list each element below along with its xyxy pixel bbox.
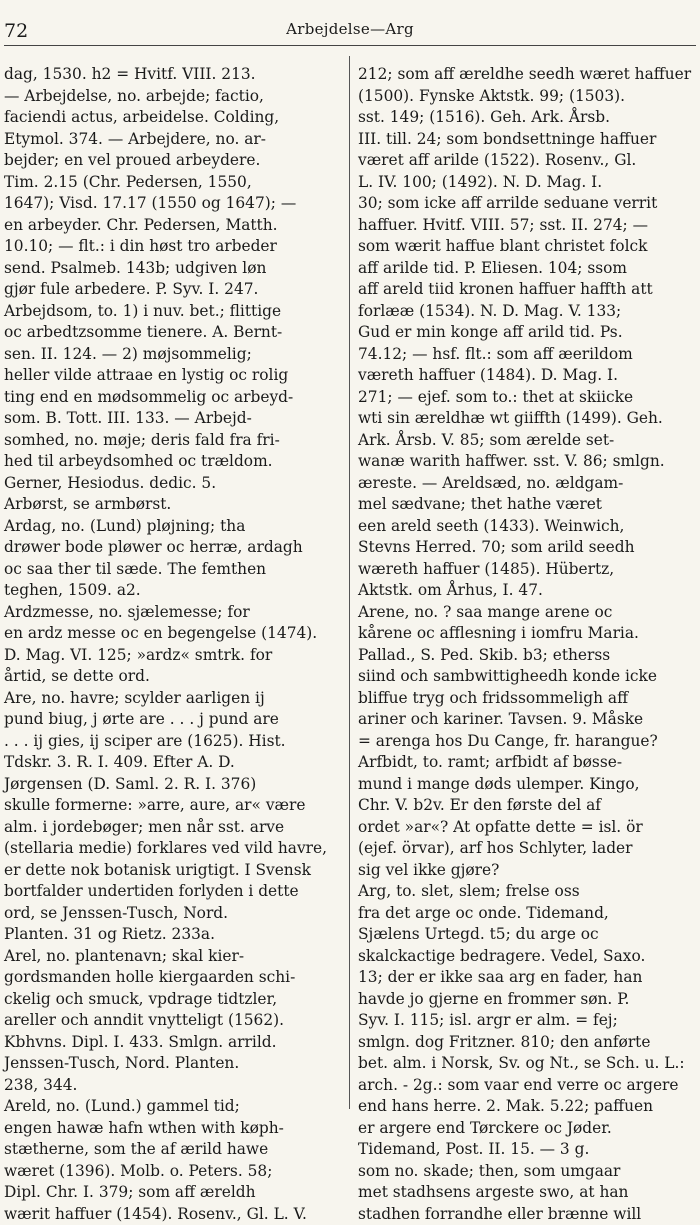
text-line: ting end en mødsommelig oc arbeyd- — [4, 387, 344, 409]
text-line: stætherne, som the af ærild hawe — [4, 1139, 344, 1161]
text-line: siind och sambwittigheedh konde icke — [358, 666, 696, 688]
text-line: er argere end Tørckere oc Jøder. — [358, 1118, 696, 1140]
text-line: Aktstk. om Århus, I. 47. — [358, 580, 696, 602]
text-line: D. Mag. VI. 125; »ardz« smtrk. for — [4, 645, 344, 667]
text-line: areller och anndit vnytteligt (1562). — [4, 1010, 344, 1032]
text-line: er dette nok botanisk urigtigt. I Svensk — [4, 860, 344, 882]
text-line: havde jo gjerne en frommer søn. P. — [358, 989, 696, 1011]
left-column — [4, 64, 344, 1111]
text-line: ckelig och smuck, vpdrage tidtzler, — [4, 989, 344, 1011]
text-line: arch. - 2g.: som vaar end verre oc argere — [358, 1075, 696, 1097]
text-line: pund biug, j ørte are . . . j pund are — [4, 709, 344, 731]
page-number: 72 — [4, 20, 28, 42]
text-line: skalckactige bedragere. Vedel, Saxo. — [358, 946, 696, 968]
text-line: ord, se Jenssen-Tusch, Nord. — [4, 903, 344, 925]
text-line: somhed, no. møje; deris fald fra fri- — [4, 430, 344, 452]
text-line: wti sin æreldhæ wt giiffth (1499). Geh. — [358, 408, 696, 430]
text-line: gjør fule arbedere. P. Syv. I. 247. — [4, 279, 344, 301]
text-line: L. IV. 100; (1492). N. D. Mag. I. — [358, 172, 696, 194]
text-line: Arfbidt, to. ramt; arfbidt af bøsse- — [358, 752, 696, 774]
text-line: . . . ij gies, ij sciper are (1625). Hist. — [4, 731, 344, 753]
text-line: sst. 149; (1516). Geh. Ark. Årsb. — [358, 107, 696, 129]
text-line: met stadhsens argeste swo, at han — [358, 1182, 696, 1204]
text-line: haffuer. Hvitf. VIII. 57; sst. II. 274; — — [358, 215, 696, 237]
text-line: æreste. — Areldsæd, no. ældgam- — [358, 473, 696, 495]
text-line: wærit haffuer (1454). Rosenv., Gl. L. V. — [4, 1204, 344, 1225]
text-line: Syv. I. 115; isl. argr er alm. = fej; — [358, 1010, 696, 1032]
text-line: Ardzmesse, no. sjælemesse; for — [4, 602, 344, 624]
text-line: send. Psalmeb. 143b; udgiven løn — [4, 258, 344, 280]
text-line: Kbhvns. Dipl. I. 433. Smlgn. arrild. — [4, 1032, 344, 1054]
text-line: sen. II. 124. — 2) møjsommelig; — [4, 344, 344, 366]
text-line: ariner och kariner. Tavsen. 9. Måske — [358, 709, 696, 731]
text-line: Arene, no. ? saa mange arene oc — [358, 602, 696, 624]
text-line: faciendi actus, arbeidelse. Colding, — [4, 107, 344, 129]
text-line: Jørgensen (D. Saml. 2. R. I. 376) — [4, 774, 344, 796]
text-line: Stevns Herred. 70; som arild seedh — [358, 537, 696, 559]
text-line: væreth haffuer (1484). D. Mag. I. — [358, 365, 696, 387]
text-line: Arg, to. slet, slem; frelse oss — [358, 881, 696, 903]
text-line: aff arilde tid. P. Eliesen. 104; ssom — [358, 258, 696, 280]
text-line: 1647); Visd. 17.17 (1550 og 1647); — — [4, 193, 344, 215]
text-line: engen hawæ hafn wthen with køph- — [4, 1118, 344, 1140]
text-line: een areld seeth (1433). Weinwich, — [358, 516, 696, 538]
text-line: 271; — ejef. som to.: thet at skiicke — [358, 387, 696, 409]
text-line: (ejef. örvar), arf hos Schlyter, lader — [358, 838, 696, 860]
text-line: Sjælens Urtegd. t5; du arge oc — [358, 924, 696, 946]
text-line: 74.12; — hsf. flt.: som aff æerildom — [358, 344, 696, 366]
text-line: kårene oc afflesning i iomfru Maria. — [358, 623, 696, 645]
text-line: en arbeyder. Chr. Pedersen, Matth. — [4, 215, 344, 237]
text-line: drøwer bode pløwer oc herræ, ardagh — [4, 537, 344, 559]
text-line: Are, no. havre; scylder aarligen ij — [4, 688, 344, 710]
text-line: oc saa ther til sæde. The femthen — [4, 559, 344, 581]
text-line: Planten. 31 og Rietz. 233a. — [4, 924, 344, 946]
text-line: (stellaria medie) forklares ved vild havre, — [4, 838, 344, 860]
text-line: teghen, 1509. a2. — [4, 580, 344, 602]
text-line: Arbørst, se armbørst. — [4, 494, 344, 516]
text-line: som no. skade; then, som umgaar — [358, 1161, 696, 1183]
text-line: forlææ (1534). N. D. Mag. V. 133; — [358, 301, 696, 323]
text-line: III. till. 24; som bondsettninge haffuer — [358, 129, 696, 151]
text-line: heller vilde attraae en lystig oc rolig — [4, 365, 344, 387]
text-line: sig vel ikke gjøre? — [358, 860, 696, 882]
text-line: wæreth haffuer (1485). Hübertz, — [358, 559, 696, 581]
text-line: wanæ warith haffwer. sst. V. 86; smlgn. — [358, 451, 696, 473]
text-line: Etymol. 374. — Arbejdere, no. ar- — [4, 129, 344, 151]
text-line: end hans herre. 2. Mak. 5.22; paffuen — [358, 1096, 696, 1118]
text-line: Pallad., S. Ped. Skib. b3; etherss — [358, 645, 696, 667]
text-line: Ardag, no. (Lund) pløjning; tha — [4, 516, 344, 538]
text-line: været aff arilde (1522). Rosenv., Gl. — [358, 150, 696, 172]
text-line: (1500). Fynske Aktstk. 99; (1503). — [358, 86, 696, 108]
text-line: skulle formerne: »arre, aure, ar« være — [4, 795, 344, 817]
text-line: Dipl. Chr. I. 379; som aff æreldh — [4, 1182, 344, 1204]
text-line: bortfalder undertiden forlyden i dette — [4, 881, 344, 903]
text-line: stadhen forrandhe eller brænne will — [358, 1204, 696, 1225]
running-head: Arbejdelse—Arg — [0, 20, 700, 38]
text-line: aff areld tiid kronen haffuer haffth att — [358, 279, 696, 301]
text-line: en ardz messe oc en begengelse (1474). — [4, 623, 344, 645]
text-line: hed til arbeydsomhed oc trældom. — [4, 451, 344, 473]
text-line: Areld, no. (Lund.) gammel tid; — [4, 1096, 344, 1118]
text-line: gordsmanden holle kiergaarden schi- — [4, 967, 344, 989]
text-line: Tim. 2.15 (Chr. Pedersen, 1550, — [4, 172, 344, 194]
right-column — [358, 64, 696, 1111]
page-header — [0, 0, 700, 46]
header-rule — [4, 45, 696, 46]
text-line: dag, 1530. h2 = Hvitf. VIII. 213. — [4, 64, 344, 86]
text-line: 13; der er ikke saa arg en fader, han — [358, 967, 696, 989]
text-line: oc arbedtzsomme tienere. A. Bernt- — [4, 322, 344, 344]
text-line: mel sædvane; thet hathe været — [358, 494, 696, 516]
text-line: ordet »ar«? At opfatte dette = isl. ör — [358, 817, 696, 839]
text-line: Chr. V. b2v. Er den første del af — [358, 795, 696, 817]
text-line: alm. i jordebøger; men når sst. arve — [4, 817, 344, 839]
column-divider — [349, 56, 350, 1109]
text-line: 30; som icke aff arrilde seduane verrit — [358, 193, 696, 215]
text-line: 212; som aff æreldhe seedh wæret haffuer — [358, 64, 696, 86]
text-line: Arbejdsom, to. 1) i nuv. bet.; flittige — [4, 301, 344, 323]
text-line: bet. alm. i Norsk, Sv. og Nt., se Sch. u. L.: — [358, 1053, 696, 1075]
text-line: smlgn. dog Fritzner. 810; den anførte — [358, 1032, 696, 1054]
text-line: Ark. Årsb. V. 85; som ærelde set- — [358, 430, 696, 452]
text-line: Jenssen-Tusch, Nord. Planten. — [4, 1053, 344, 1075]
text-line: årtid, se dette ord. — [4, 666, 344, 688]
text-line: = arenga hos Du Cange, fr. harangue? — [358, 731, 696, 753]
text-line: 10.10; — flt.: i din høst tro arbeder — [4, 236, 344, 258]
text-line: som wærit haffue blant christet folck — [358, 236, 696, 258]
text-line: wæret (1396). Molb. o. Peters. 58; — [4, 1161, 344, 1183]
text-line: Tdskr. 3. R. I. 409. Efter A. D. — [4, 752, 344, 774]
text-line: 238, 344. — [4, 1075, 344, 1097]
text-line: fra det arge oc onde. Tidemand, — [358, 903, 696, 925]
text-line: Arel, no. plantenavn; skal kier- — [4, 946, 344, 968]
text-line: som. B. Tott. III. 133. — Arbejd- — [4, 408, 344, 430]
text-line: mund i mange døds ulemper. Kingo, — [358, 774, 696, 796]
text-line: bejder; en vel proued arbeydere. — [4, 150, 344, 172]
text-line: — Arbejdelse, no. arbejde; factio, — [4, 86, 344, 108]
text-line: Tidemand, Post. II. 15. — 3 g. — [358, 1139, 696, 1161]
text-line: Gud er min konge aff arild tid. Ps. — [358, 322, 696, 344]
text-line: bliffue tryg och fridssommeligh aff — [358, 688, 696, 710]
text-line: Gerner, Hesiodus. dedic. 5. — [4, 473, 344, 495]
